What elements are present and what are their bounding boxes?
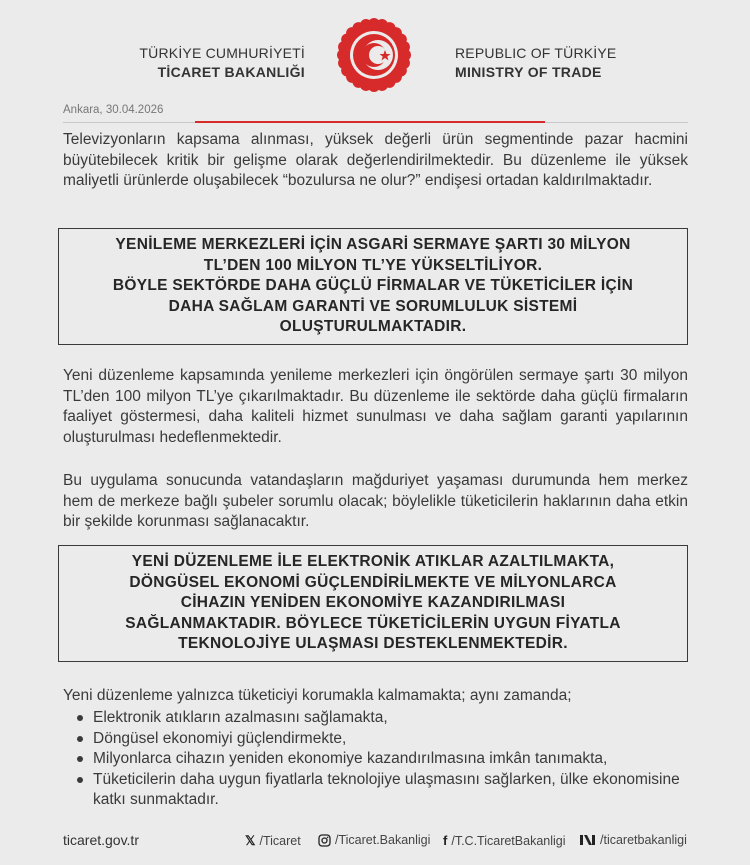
letterhead xyxy=(0,0,750,105)
paragraph-intro: Televizyonların kapsama alınması, yüksek değerli ürün segmentinde pazar hacmini büyütebilecek kritik bir gelişme olarak değerlendirilmektedir. Bu düzenleme ile yüksek maliyetli ürünlerde oluşabilecek “bozulursa ne olur?” endişesi ortadan kaldırılmaktadır. xyxy=(63,131,688,189)
ministry-name-english: REPUBLIC OF TÜRKİYE MINISTRY OF TRADE xyxy=(455,45,617,80)
paragraph-capital: Yeni düzenleme kapsamında yenileme merkezleri için öngörülen sermaye şartı 30 milyon TL’den 100 milyon TL’ye çıkarılmaktadır. Bu düzenleme ile sektörde daha güçlü firmaların faaliyet göstermesi, daha kaliteli hizmet sunulması ve daha sağlam garanti yapılarının oluşturulması hedeflenmektedir. xyxy=(63,367,688,446)
instagram-link[interactable]: /Ticaret.Bakanligi xyxy=(318,833,430,847)
highlight-line: TL’DEN 100 MİLYON TL’YE YÜKSELTİLİYOR. xyxy=(203,256,543,274)
highlight-line: DÖNGÜSEL EKONOMİ GÜÇLENDİRİLMEKTE VE MİLYONLARCA xyxy=(129,573,617,591)
paragraph-liability: Bu uygulama sonucunda vatandaşların mağduriyet yaşaması durumunda hem merkez hem de merkeze bağlı şubeler sorumlu olacak; böylelikle tüketicilerin haklarının daha etkin bir şekilde korunması sağlanacaktır. xyxy=(63,472,688,530)
paragraph-benefits: Yeni düzenleme yalnızca tüketiciyi korumakla kalmamakta; aynı zamanda; xyxy=(63,687,572,704)
emblem-ray xyxy=(398,41,410,53)
x-link[interactable]: 𝕏 /Ticaret xyxy=(245,833,301,848)
list-item: Milyonlarca cihazın yeniden ekonomiye kazandırılmasına imkân tanımakta, xyxy=(63,749,688,770)
ministry-name-turkish: TÜRKİYE CUMHURİYETİ TİCARET BAKANLIĞI xyxy=(139,45,305,80)
highlight-box-ewaste xyxy=(58,545,688,662)
x-icon: 𝕏 xyxy=(245,833,256,848)
nsosyal-icon xyxy=(580,834,596,846)
highlight-line: OLUŞTURULMAKTADIR. xyxy=(279,318,467,335)
benefits-list xyxy=(63,708,688,811)
ministry-emblem-icon xyxy=(329,10,419,100)
highlight-box-capital xyxy=(58,228,688,345)
highlight-line: CİHAZIN YENİDEN EKONOMİYE KAZANDIRILMASI xyxy=(180,594,566,611)
facebook-link[interactable]: f /T.C.TicaretBakanligi xyxy=(443,833,566,848)
footer xyxy=(0,828,750,858)
highlight-line: DAHA SAĞLAM GARANTİ VE SORUMLULUK SİSTEMİ xyxy=(168,297,578,315)
nsosyal-link[interactable]: /ticaretbakanligi xyxy=(580,833,687,847)
list-item: Tüketicilerin daha uygun fiyatlarla teknolojiye ulaşmasını sağlarken, ülke ekonomisine katkı sunmaktadır. xyxy=(63,770,688,811)
highlight-line: SAĞLANMAKTADIR. BÖYLECE TÜKETİCİLERİN UYGUN FİYATLA xyxy=(125,614,621,632)
highlight-line: YENİ DÜZENLEME İLE ELEKTRONİK ATIKLAR AZALTILMAKTA, xyxy=(131,553,615,570)
accent-divider xyxy=(195,121,545,123)
list-item: Döngüsel ekonomiyi güçlendirmekte, xyxy=(63,729,688,750)
highlight-line: YENİLEME MERKEZLERİ İÇİN ASGARİ SERMAYE ŞARTI 30 MİLYON xyxy=(115,236,631,253)
list-item: Elektronik atıkların azalmasını sağlamakta, xyxy=(63,708,688,729)
website-link[interactable]: ticaret.gov.tr xyxy=(63,832,139,848)
date-line: Ankara, 30.04.2026 xyxy=(63,104,164,116)
highlight-line: BÖYLE SEKTÖRDE DAHA GÜÇLÜ FİRMALAR VE TÜKETİCİLER İÇİN xyxy=(112,277,634,294)
highlight-line: TEKNOLOJİYE ULAŞMASI DESTEKLENMEKTEDİR. xyxy=(178,635,568,652)
instagram-icon xyxy=(318,834,331,847)
facebook-icon: f xyxy=(443,833,448,848)
